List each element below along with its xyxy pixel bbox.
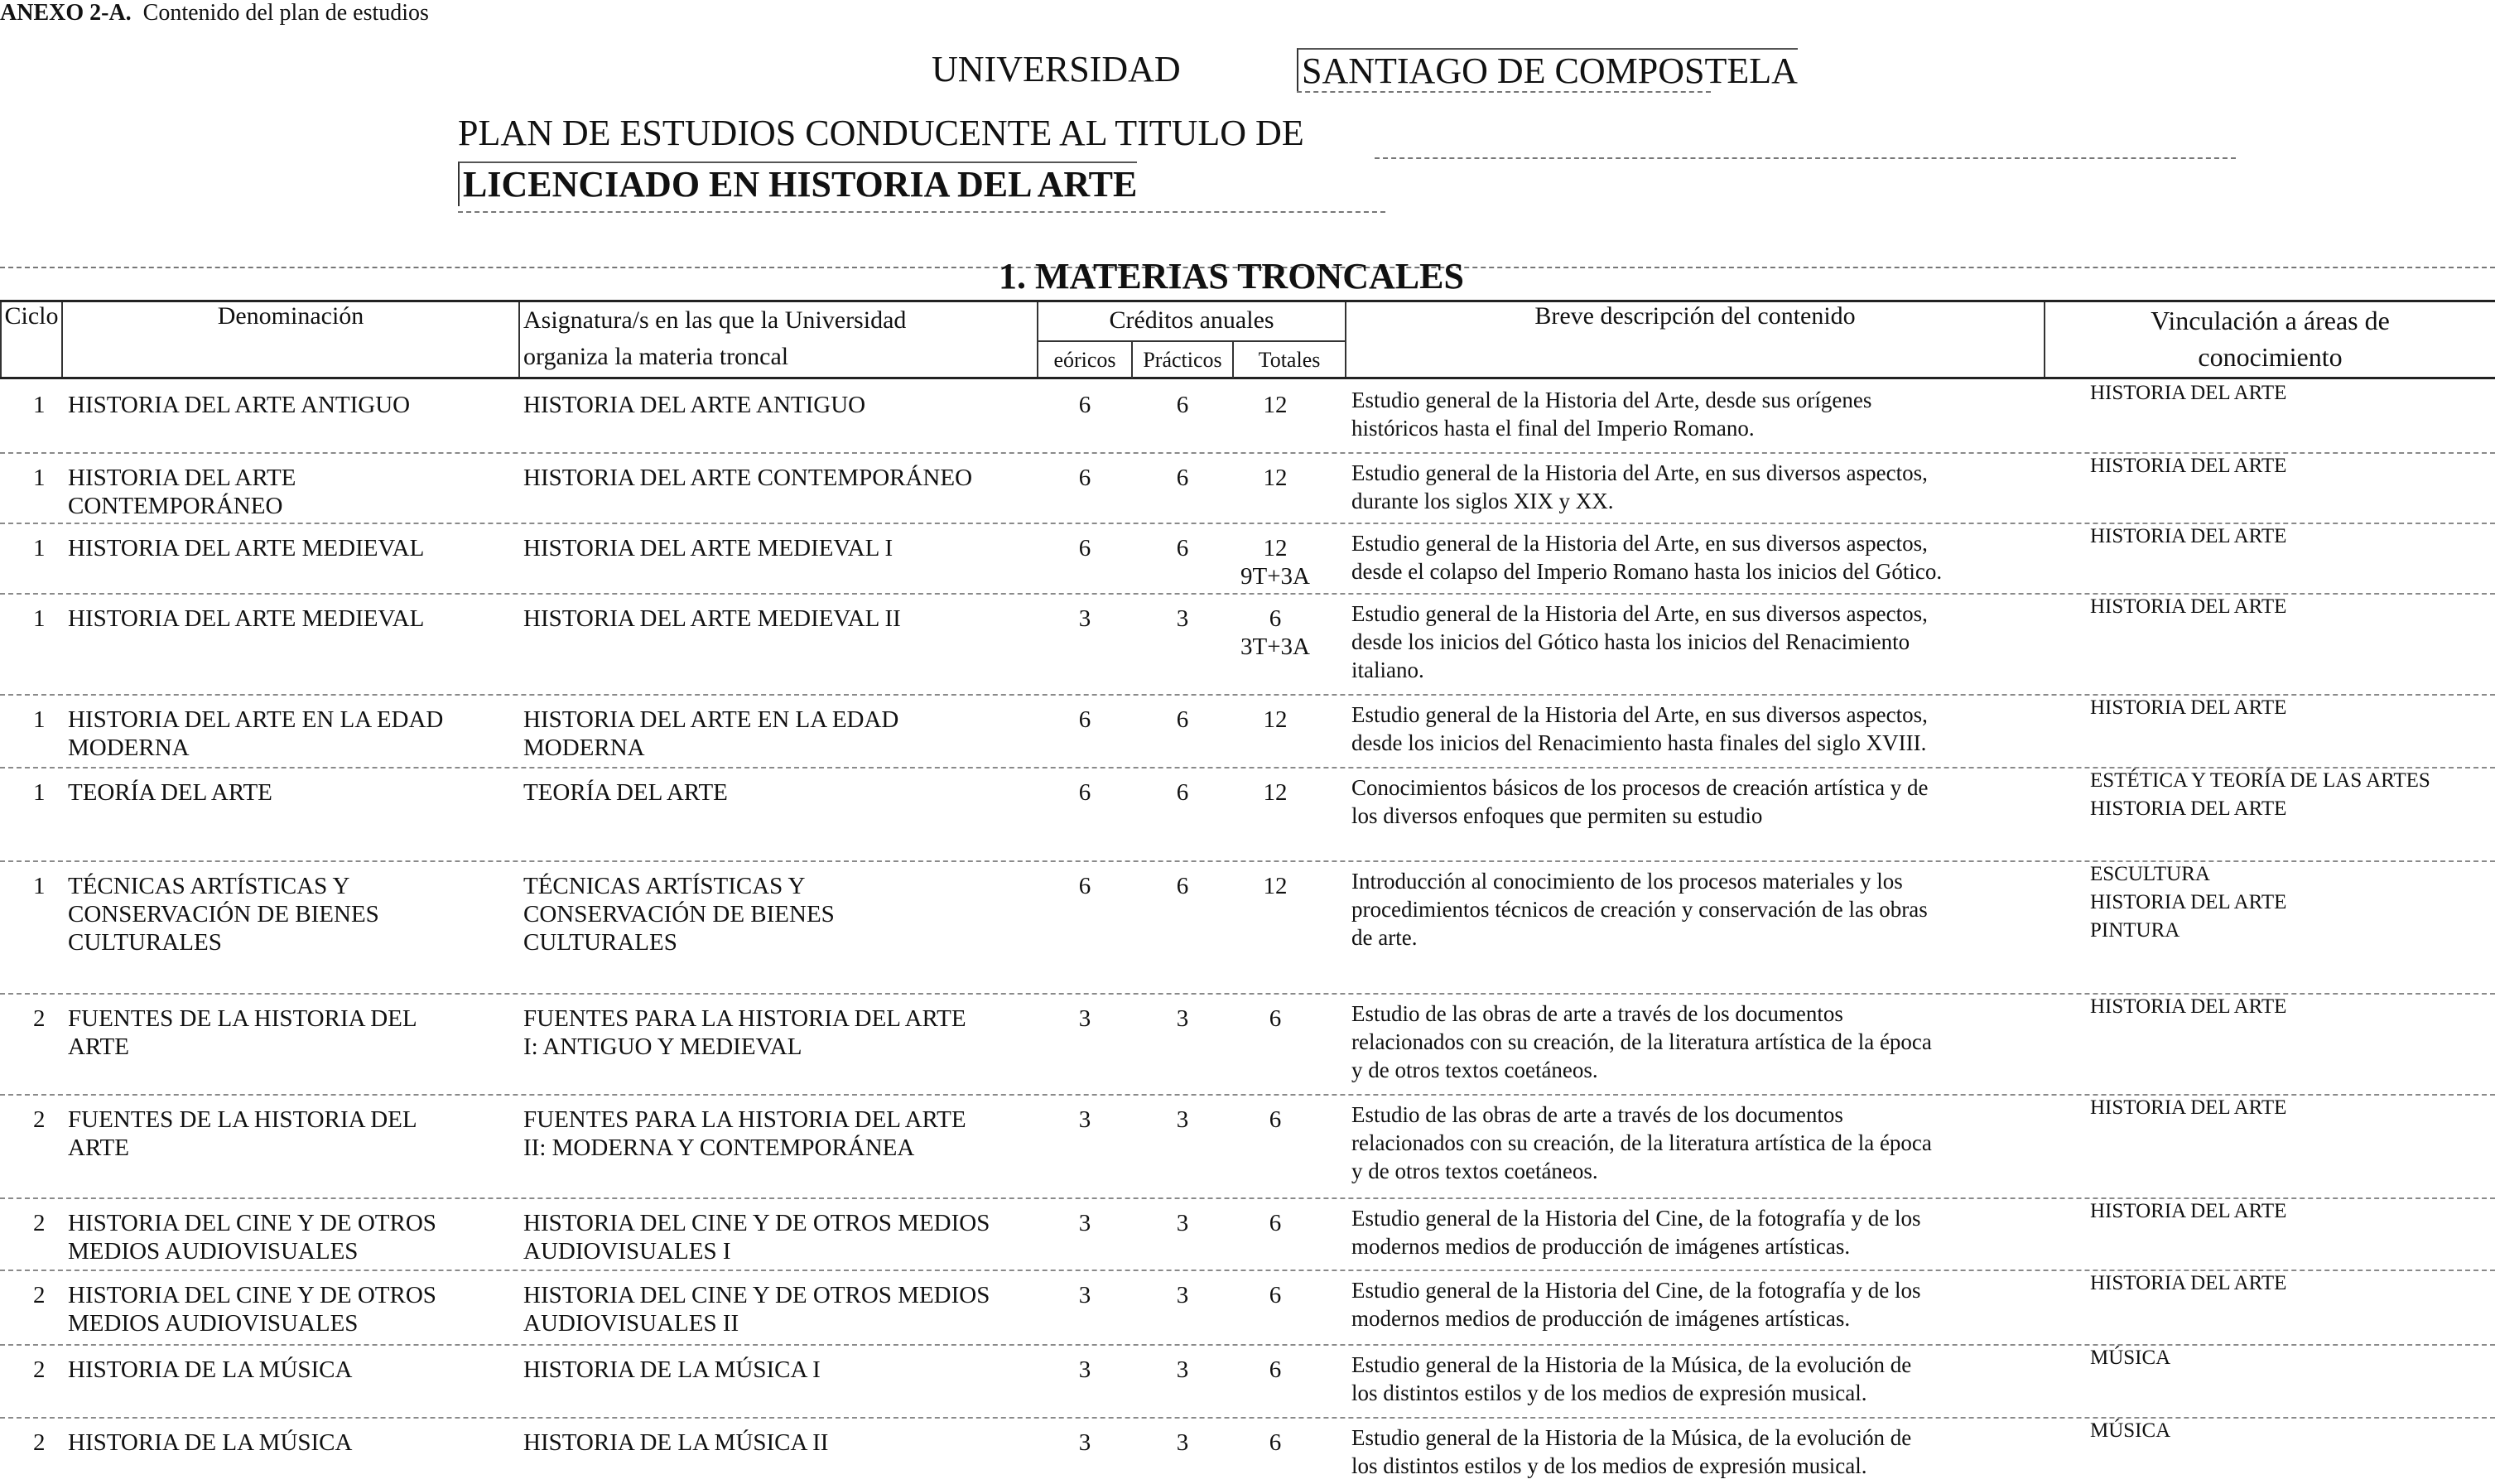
header-vinculacion-line1: Vinculación a áreas de — [2151, 306, 2390, 335]
row-ciclo: 1 — [33, 706, 46, 733]
divider — [1297, 91, 1711, 93]
row-area-line: HISTORIA DEL ARTE — [2090, 1272, 2287, 1294]
row-ciclo: 1 — [33, 392, 46, 418]
row-denominacion — [68, 778, 515, 807]
row-teoricos: 6 — [1078, 873, 1091, 899]
row-totales-value: 6 — [1269, 1210, 1282, 1236]
header-vinculacion — [2045, 302, 2495, 377]
row-totales — [1234, 391, 1317, 419]
row-practicos: 6 — [1176, 779, 1189, 806]
row-descripcion — [1351, 600, 2042, 684]
row-divider — [0, 767, 2495, 768]
section-title: 1. MATERIAS TRONCALES — [999, 256, 1464, 296]
row-descripcion-line: de arte. — [1351, 925, 1418, 950]
row-descripcion-line: desde los inicios del Gótico hasta los inicios del Renacimiento — [1351, 629, 1910, 654]
row-teoricos: 6 — [1078, 706, 1091, 733]
row-asignatura — [523, 872, 1037, 956]
header-totales: Totales — [1234, 340, 1345, 378]
row-area-line: HISTORIA DEL ARTE — [2090, 995, 2287, 1018]
row-descripcion — [1351, 1204, 2042, 1260]
row-areas — [2090, 593, 2488, 621]
row-denominacion — [68, 534, 515, 562]
row-ciclo: 1 — [33, 535, 46, 561]
university-label: UNIVERSIDAD — [932, 49, 1181, 89]
row-teoricos: 3 — [1078, 1210, 1091, 1236]
header-practicos: Prácticos — [1133, 340, 1234, 378]
row-descripcion-line: Estudio general de la Historia de la Música, de la evolución de — [1351, 1352, 1912, 1377]
row-asignatura-line: I: ANTIGUO Y MEDIEVAL — [523, 1034, 802, 1060]
row-divider — [0, 993, 2495, 995]
row-practicos: 3 — [1176, 1356, 1189, 1383]
header-vinculacion-line2: conocimiento — [2198, 342, 2343, 372]
row-denominacion — [68, 1356, 515, 1384]
row-asignatura-line: HISTORIA DEL ARTE MEDIEVAL II — [523, 605, 901, 632]
row-descripcion-line: Conocimientos básicos de los procesos de creación artística y de — [1351, 775, 1929, 800]
header-descripcion-label: Breve descripción del contenido — [1534, 302, 1856, 330]
row-descripcion — [1351, 1000, 2042, 1084]
row-descripcion-line: los diversos enfoques que permiten su estudio — [1351, 803, 1763, 828]
row-asignatura-line: HISTORIA DEL ARTE CONTEMPORÁNEO — [523, 465, 973, 491]
header-denominacion — [63, 302, 520, 377]
header-asignatura — [520, 302, 1038, 377]
row-ciclo: 1 — [33, 873, 46, 899]
row-denominacion-line: FUENTES DE LA HISTORIA DEL — [68, 1106, 417, 1133]
row-descripcion-line: Estudio general de la Historia del Cine, de la fotografía y de los — [1351, 1206, 1921, 1231]
row-asignatura — [523, 464, 1037, 492]
row-asignatura-line: AUDIOVISUALES II — [523, 1310, 739, 1337]
row-descripcion-line: desde los inicios del Renacimiento hasta finales del siglo XVIII. — [1351, 730, 1927, 755]
row-descripcion-line: Estudio general de la Historia del Arte, desde sus orígenes — [1351, 388, 1872, 412]
row-area-line: HISTORIA DEL ARTE — [2090, 382, 2287, 404]
row-descripcion-line: Estudio general de la Historia del Arte, en sus diversos aspectos, — [1351, 460, 1928, 485]
row-totales-value: 6 — [1269, 1282, 1282, 1308]
row-denominacion — [68, 872, 515, 956]
row-totales — [1234, 534, 1317, 590]
row-descripcion-line: procedimientos técnicos de creación y conservación de las obras — [1351, 897, 1928, 922]
row-descripcion-line: y de otros textos coetáneos. — [1351, 1159, 1598, 1183]
row-ciclo: 2 — [33, 1106, 46, 1133]
row-denominacion-line: FUENTES DE LA HISTORIA DEL — [68, 1005, 417, 1032]
annex-label: ANEXO 2-A. — [0, 0, 132, 26]
row-totales-value: 6 — [1269, 1429, 1282, 1456]
row-ciclo: 2 — [33, 1005, 46, 1032]
row-denominacion-line: CONTEMPORÁNEO — [68, 493, 283, 519]
row-divider — [0, 694, 2495, 696]
row-descripcion — [1351, 529, 2042, 585]
row-descripcion-line: los distintos estilos y de los medios de expresión musical. — [1351, 1380, 1867, 1405]
row-totales — [1234, 1209, 1317, 1237]
row-totales — [1234, 872, 1317, 900]
row-denominacion-line: CONSERVACIÓN DE BIENES — [68, 901, 379, 928]
row-totales — [1234, 1106, 1317, 1134]
row-asignatura — [523, 706, 1037, 762]
row-asignatura — [523, 1281, 1037, 1337]
row-asignatura — [523, 605, 1037, 633]
row-ciclo: 2 — [33, 1356, 46, 1383]
row-asignatura — [523, 1005, 1037, 1061]
row-teoricos: 3 — [1078, 605, 1091, 632]
header-teoricos: eóricos — [1038, 340, 1133, 378]
divider — [1375, 157, 2236, 159]
row-areas — [2090, 452, 2488, 480]
row-asignatura — [523, 1106, 1037, 1162]
row-descripcion — [1351, 1276, 2042, 1332]
row-denominacion — [68, 605, 515, 633]
row-area-line: HISTORIA DEL ARTE — [2090, 1200, 2287, 1222]
row-totales — [1234, 1281, 1317, 1309]
row-area-line: HISTORIA DEL ARTE — [2090, 696, 2287, 719]
row-asignatura — [523, 534, 1037, 562]
row-areas — [2090, 1197, 2488, 1226]
row-totales-value: 12 — [1263, 779, 1288, 806]
row-teoricos: 3 — [1078, 1429, 1091, 1456]
row-ciclo: 1 — [33, 605, 46, 632]
row-asignatura-line: TEORÍA DEL ARTE — [523, 779, 728, 806]
row-totales — [1234, 778, 1317, 807]
row-totales-value: 12 — [1263, 392, 1288, 418]
row-divider — [0, 1197, 2495, 1199]
row-practicos: 6 — [1176, 465, 1189, 491]
header-creditos — [1038, 302, 1346, 377]
row-denominacion-line: MEDIOS AUDIOVISUALES — [68, 1310, 359, 1337]
row-areas — [2090, 1344, 2488, 1372]
row-denominacion-line: TEORÍA DEL ARTE — [68, 779, 272, 806]
row-totales-breakdown: 9T+3A — [1240, 563, 1310, 590]
row-ciclo: 2 — [33, 1429, 46, 1456]
row-descripcion-line: relacionados con su creación, de la literatura artística de la época — [1351, 1130, 1932, 1155]
row-descripcion-line: Estudio de las obras de arte a través de los documentos — [1351, 1001, 1843, 1026]
row-asignatura — [523, 1356, 1037, 1384]
row-asignatura-line: AUDIOVISUALES I — [523, 1238, 731, 1265]
row-areas — [2090, 1094, 2488, 1122]
row-asignatura-line: MODERNA — [523, 735, 645, 761]
row-denominacion-line: HISTORIA DE LA MÚSICA — [68, 1429, 353, 1456]
annex-heading — [0, 0, 429, 26]
row-area-line: HISTORIA DEL ARTE — [2090, 797, 2287, 820]
row-denominacion — [68, 1106, 515, 1162]
row-ciclo: 2 — [33, 1210, 46, 1236]
row-descripcion-line: y de otros textos coetáneos. — [1351, 1058, 1598, 1082]
row-areas — [2090, 860, 2488, 945]
row-totales-value: 12 — [1263, 873, 1288, 899]
row-denominacion-line: ARTE — [68, 1135, 129, 1161]
row-area-line: HISTORIA DEL ARTE — [2090, 1096, 2287, 1119]
row-asignatura-line: HISTORIA DEL CINE Y DE OTROS MEDIOS — [523, 1210, 990, 1236]
row-descripcion — [1351, 459, 2042, 515]
row-divider — [0, 1270, 2495, 1271]
row-teoricos: 3 — [1078, 1356, 1091, 1383]
row-denominacion-line: CULTURALES — [68, 929, 222, 956]
row-area-line: HISTORIA DEL ARTE — [2090, 455, 2287, 477]
row-asignatura — [523, 391, 1037, 419]
row-totales-value: 12 — [1263, 465, 1288, 491]
row-descripcion-line: durante los siglos XIX y XX. — [1351, 489, 1614, 513]
row-ciclo: 2 — [33, 1282, 46, 1308]
row-area-line: HISTORIA DEL ARTE — [2090, 891, 2287, 913]
row-practicos: 3 — [1176, 1429, 1189, 1456]
row-practicos: 3 — [1176, 605, 1189, 632]
row-areas — [2090, 694, 2488, 722]
row-descripcion-line: Estudio general de la Historia del Arte, en sus diversos aspectos, — [1351, 702, 1928, 727]
row-areas — [2090, 379, 2488, 407]
row-descripcion — [1351, 773, 2042, 830]
row-ciclo: 1 — [33, 465, 46, 491]
row-asignatura-line: HISTORIA DEL ARTE EN LA EDAD — [523, 706, 899, 733]
row-totales — [1234, 464, 1317, 492]
row-areas — [2090, 523, 2488, 551]
row-totales-value: 6 — [1269, 605, 1282, 632]
row-ciclo: 1 — [33, 779, 46, 806]
row-asignatura-line: HISTORIA DE LA MÚSICA II — [523, 1429, 829, 1456]
row-practicos: 6 — [1176, 873, 1189, 899]
table-header — [0, 302, 2495, 379]
row-descripcion-line: modernos medios de producción de imágenes artísticas. — [1351, 1234, 1851, 1259]
row-denominacion — [68, 1281, 515, 1337]
row-denominacion-line: HISTORIA DEL ARTE — [68, 465, 296, 491]
row-totales — [1234, 1005, 1317, 1033]
row-descripcion-line: relacionados con su creación, de la literatura artística de la época — [1351, 1029, 1932, 1054]
row-totales-value: 12 — [1263, 706, 1288, 733]
row-descripcion-line: los distintos estilos y de los medios de expresión musical. — [1351, 1453, 1867, 1478]
row-divider — [0, 1417, 2495, 1419]
row-asignatura-line: FUENTES PARA LA HISTORIA DEL ARTE — [523, 1005, 966, 1032]
row-divider — [0, 523, 2495, 524]
row-area-line: PINTURA — [2090, 919, 2180, 942]
header-ciclo — [0, 302, 63, 377]
row-denominacion — [68, 1429, 515, 1457]
row-denominacion — [68, 1209, 515, 1265]
row-divider — [0, 593, 2495, 595]
row-denominacion-line: HISTORIA DEL CINE Y DE OTROS — [68, 1210, 436, 1236]
row-area-line: MÚSICA — [2090, 1419, 2171, 1442]
row-totales — [1234, 706, 1317, 734]
row-divider — [0, 452, 2495, 454]
plan-title: PLAN DE ESTUDIOS CONDUCENTE AL TITULO DE — [458, 113, 1304, 153]
row-descripcion — [1351, 1424, 2042, 1480]
row-denominacion-line: HISTORIA DE LA MÚSICA — [68, 1356, 353, 1383]
row-area-line: HISTORIA DEL ARTE — [2090, 595, 2287, 618]
row-denominacion — [68, 391, 515, 419]
row-descripcion — [1351, 386, 2042, 442]
row-denominacion — [68, 706, 515, 762]
row-teoricos: 6 — [1078, 465, 1091, 491]
row-practicos: 3 — [1176, 1282, 1189, 1308]
row-asignatura — [523, 778, 1037, 807]
row-divider — [0, 860, 2495, 862]
header-ciclo-label: Ciclo — [4, 302, 59, 330]
row-practicos: 3 — [1176, 1210, 1189, 1236]
row-teoricos: 6 — [1078, 779, 1091, 806]
row-descripcion-line: modernos medios de producción de imágenes artísticas. — [1351, 1306, 1851, 1331]
row-asignatura-line: CONSERVACIÓN DE BIENES — [523, 901, 835, 928]
row-descripcion-line: históricos hasta el final del Imperio Romano. — [1351, 416, 1755, 441]
row-denominacion-line: HISTORIA DEL ARTE EN LA EDAD — [68, 706, 444, 733]
row-denominacion-line: ARTE — [68, 1034, 129, 1060]
row-descripcion — [1351, 867, 2042, 952]
row-asignatura-line: CULTURALES — [523, 929, 677, 956]
row-teoricos: 3 — [1078, 1282, 1091, 1308]
row-totales-value: 6 — [1269, 1356, 1282, 1383]
row-totales — [1234, 605, 1317, 661]
annex-text: Contenido del plan de estudios — [142, 0, 429, 26]
row-areas — [2090, 1417, 2488, 1445]
row-denominacion — [68, 464, 515, 520]
header-denominacion-label: Denominación — [217, 302, 364, 330]
row-area-line: HISTORIA DEL ARTE — [2090, 525, 2287, 547]
degree-title: LICENCIADO EN HISTORIA DEL ARTE — [458, 161, 1137, 206]
row-practicos: 6 — [1176, 535, 1189, 561]
row-denominacion-line: MODERNA — [68, 735, 190, 761]
row-descripcion-line: Estudio de las obras de arte a través de los documentos — [1351, 1102, 1843, 1127]
row-descripcion-line: italiano. — [1351, 658, 1424, 682]
row-practicos: 3 — [1176, 1005, 1189, 1032]
row-areas — [2090, 767, 2488, 823]
row-denominacion — [68, 1005, 515, 1061]
row-teoricos: 3 — [1078, 1005, 1091, 1032]
row-divider — [0, 1344, 2495, 1346]
row-asignatura-line: FUENTES PARA LA HISTORIA DEL ARTE — [523, 1106, 966, 1133]
row-teoricos: 6 — [1078, 392, 1091, 418]
row-descripcion — [1351, 1351, 2042, 1407]
row-area-line: MÚSICA — [2090, 1347, 2171, 1369]
row-teoricos: 3 — [1078, 1106, 1091, 1133]
row-asignatura-line: HISTORIA DEL CINE Y DE OTROS MEDIOS — [523, 1282, 990, 1308]
row-area-line: ESTÉTICA Y TEORÍA DE LAS ARTES — [2090, 769, 2430, 792]
row-descripcion — [1351, 701, 2042, 757]
row-area-line: ESCULTURA — [2090, 863, 2210, 885]
row-totales-value: 6 — [1269, 1005, 1282, 1032]
row-divider — [0, 1094, 2495, 1096]
row-practicos: 6 — [1176, 392, 1189, 418]
row-totales — [1234, 1429, 1317, 1457]
row-asignatura — [523, 1429, 1037, 1457]
row-asignatura — [523, 1209, 1037, 1265]
row-descripcion-line: Estudio general de la Historia de la Música, de la evolución de — [1351, 1425, 1912, 1450]
header-asignatura-line2: organiza la materia troncal — [523, 343, 789, 370]
row-denominacion-line: MEDIOS AUDIOVISUALES — [68, 1238, 359, 1265]
row-descripcion — [1351, 1101, 2042, 1185]
row-areas — [2090, 993, 2488, 1021]
row-practicos: 6 — [1176, 706, 1189, 733]
row-denominacion-line: HISTORIA DEL ARTE ANTIGUO — [68, 392, 411, 418]
row-denominacion-line: HISTORIA DEL ARTE MEDIEVAL — [68, 535, 425, 561]
row-teoricos: 6 — [1078, 535, 1091, 561]
row-asignatura-line: HISTORIA DE LA MÚSICA I — [523, 1356, 821, 1383]
header-descripcion — [1346, 302, 2045, 377]
row-descripcion-line: Introducción al conocimiento de los procesos materiales y los — [1351, 869, 1903, 894]
row-descripcion-line: Estudio general de la Historia del Arte, en sus diversos aspectos, — [1351, 531, 1928, 556]
row-descripcion-line: Estudio general de la Historia del Arte, en sus diversos aspectos, — [1351, 601, 1928, 626]
header-asignatura-line1: Asignatura/s en las que la Universidad — [523, 306, 907, 334]
row-areas — [2090, 1270, 2488, 1298]
divider — [458, 211, 1385, 213]
row-totales-value: 12 — [1263, 535, 1288, 561]
row-denominacion-line: HISTORIA DEL ARTE MEDIEVAL — [68, 605, 425, 632]
row-totales-breakdown: 3T+3A — [1240, 634, 1310, 660]
row-descripcion-line: desde el colapso del Imperio Romano hasta los inicios del Gótico. — [1351, 559, 1943, 584]
row-totales-value: 6 — [1269, 1106, 1282, 1133]
row-asignatura-line: HISTORIA DEL ARTE MEDIEVAL I — [523, 535, 893, 561]
row-asignatura-line: HISTORIA DEL ARTE ANTIGUO — [523, 392, 866, 418]
row-totales — [1234, 1356, 1317, 1384]
row-descripcion-line: Estudio general de la Historia del Cine, de la fotografía y de los — [1351, 1278, 1921, 1303]
header-creditos-label: Créditos anuales — [1109, 306, 1274, 334]
row-asignatura-line: TÉCNICAS ARTÍSTICAS Y — [523, 873, 806, 899]
university-name: SANTIAGO DE COMPOSTELA — [1297, 48, 1798, 93]
row-asignatura-line: II: MODERNA Y CONTEMPORÁNEA — [523, 1135, 915, 1161]
row-denominacion-line: HISTORIA DEL CINE Y DE OTROS — [68, 1282, 436, 1308]
row-denominacion-line: TÉCNICAS ARTÍSTICAS Y — [68, 873, 350, 899]
row-practicos: 3 — [1176, 1106, 1189, 1133]
